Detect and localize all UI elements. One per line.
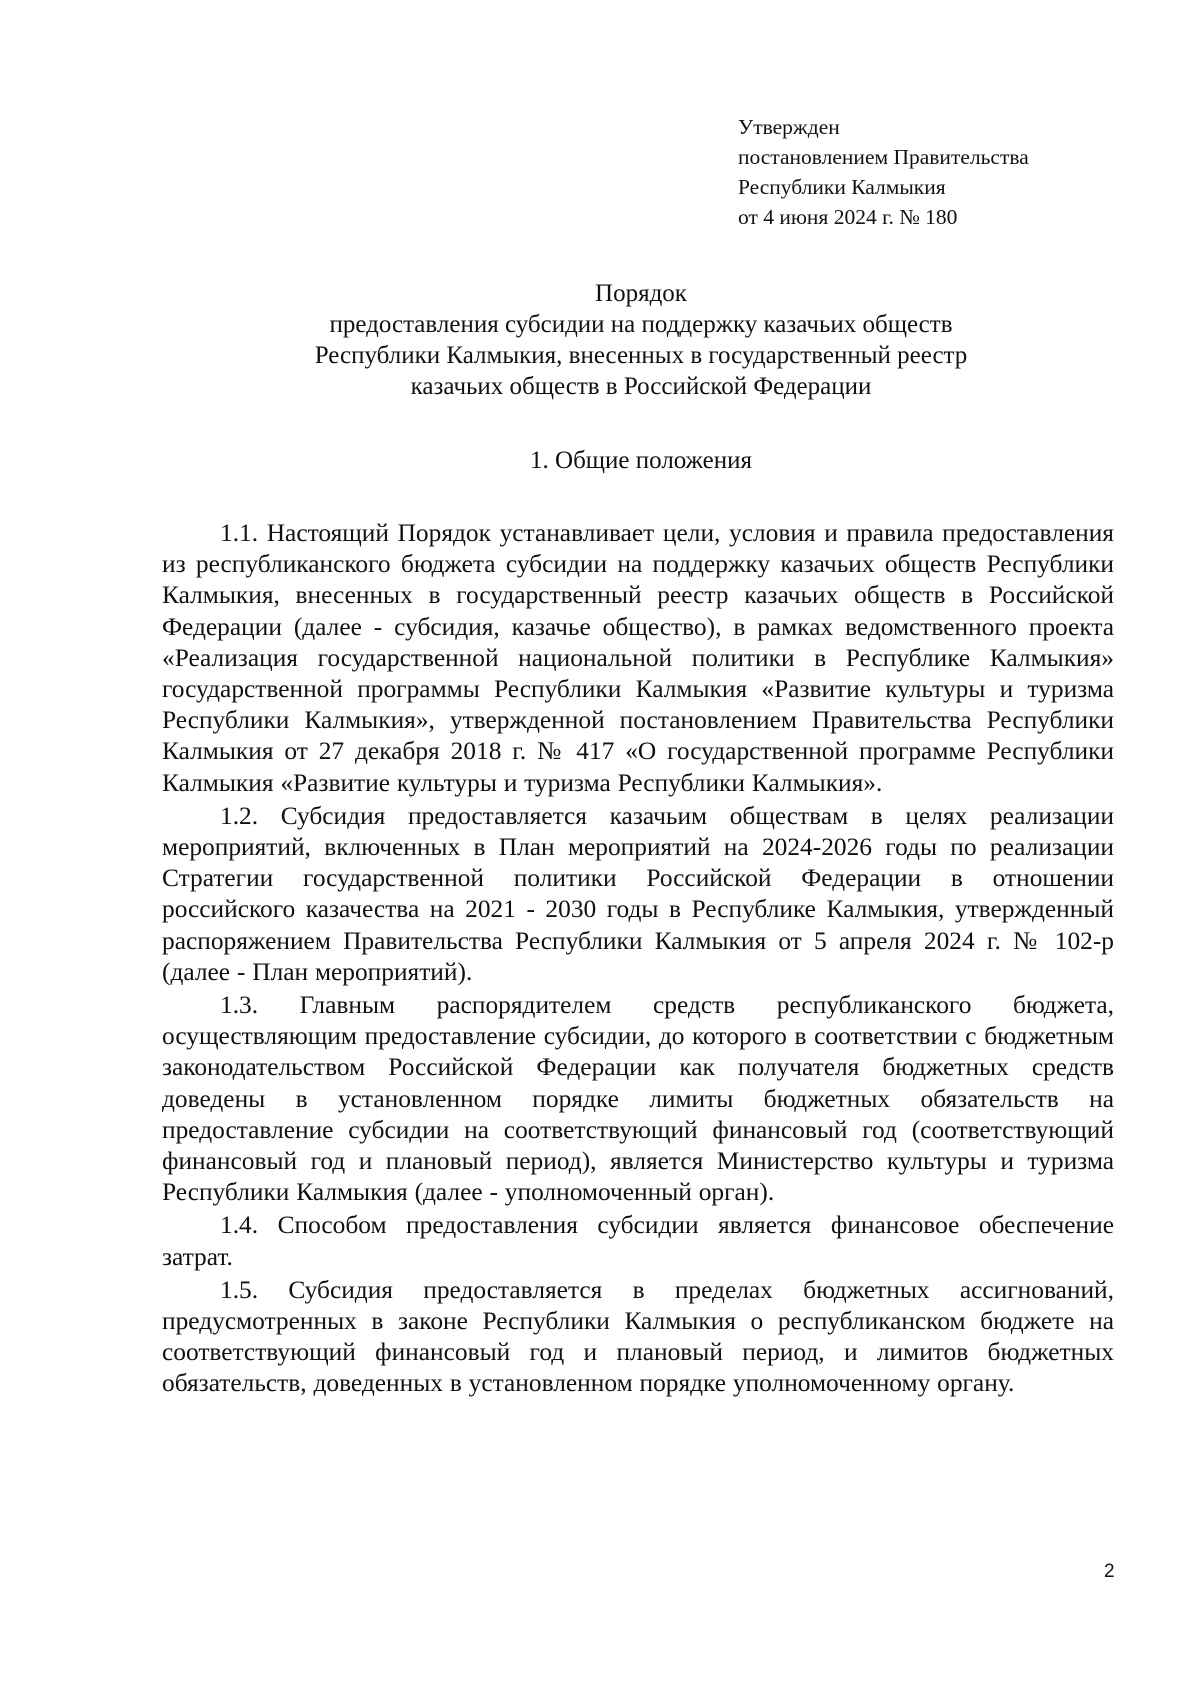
approval-line: Утвержден: [738, 115, 840, 139]
title-line: Порядок: [595, 280, 687, 307]
title-line: Республики Калмыкия, внесенных в государственный реестр: [314, 342, 968, 369]
section-heading: 1. Общие положения: [530, 447, 752, 474]
document-title: [162, 278, 1120, 402]
paragraph-1-4: 1.4. Способом предоставления субсидии является финансовое обеспечение затрат.: [162, 1211, 1114, 1271]
title-line: казачьих обществ в Российской Федерации: [410, 373, 872, 400]
title-line: предоставления субсидии на поддержку казачьих обществ: [329, 311, 953, 338]
page-number: 2: [1104, 1561, 1115, 1582]
paragraph-1-1: 1.1. Настоящий Порядок устанавливает цели, условия и правила предоставления из республиканского бюджета субсидии на поддержку казачьих обществ Республики Калмыкия, внесенных в государственный реестр казачьих обществ в Российской Федерации (далее - субсидия, казачье общество), в рамках ведомственного проекта «Реализация государственной национальной политики в Республике Калмыкия» государственной программы Республики Калмыкия «Развитие культуры и туризма Республики Калмыкия», утвержденной постановлением Правительства Республики Калмыкия от 27 декабря 2018 г. № 417 «О государственной программе Республики Калмыкия «Развитие культуры и туризма Республики Калмыкия».: [162, 519, 1114, 797]
paragraph-1-2: 1.2. Субсидия предоставляется казачьим обществам в целях реализации мероприятий, включенных в План мероприятий на 2024-2026 годы по реализации Стратегии государственной политики Российской Федерации в отношении российского казачества на 2021 - 2030 годы в Республике Калмыкия, утвержденный распоряжением Правительства Республики Калмыкия от 5 апреля 2024 г. № 102-р (далее - План мероприятий).: [162, 801, 1114, 986]
paragraph-1-5: 1.5. Субсидия предоставляется в пределах бюджетных ассигнований, предусмотренных в законе Республики Калмыкия о республиканском бюджете на соответствующий финансовый год и плановый период, и лимитов бюджетных обязательств, доведенных в установленном порядке уполномоченному органу.: [162, 1275, 1114, 1398]
approval-line: Республики Калмыкия: [738, 175, 946, 199]
document-body: [162, 518, 1114, 1400]
approval-line: постановлением Правительства: [738, 145, 1029, 169]
paragraph-1-3: 1.3. Главным распорядителем средств республиканского бюджета, осуществляющим предоставление субсидии, до которого в соответствии с бюджетным законодательством Российской Федерации как получателя бюджетных средств доведены в установленном порядке лимиты бюджетных обязательств на предоставление субсидии на соответствующий финансовый год (соответствующий финансовый год и плановый период), является Министерство культуры и туризма Республики Калмыкия (далее - уполномоченный орган).: [162, 991, 1114, 1207]
approval-line: от 4 июня 2024 г. № 180: [738, 205, 958, 229]
approval-stamp: [738, 112, 1029, 232]
